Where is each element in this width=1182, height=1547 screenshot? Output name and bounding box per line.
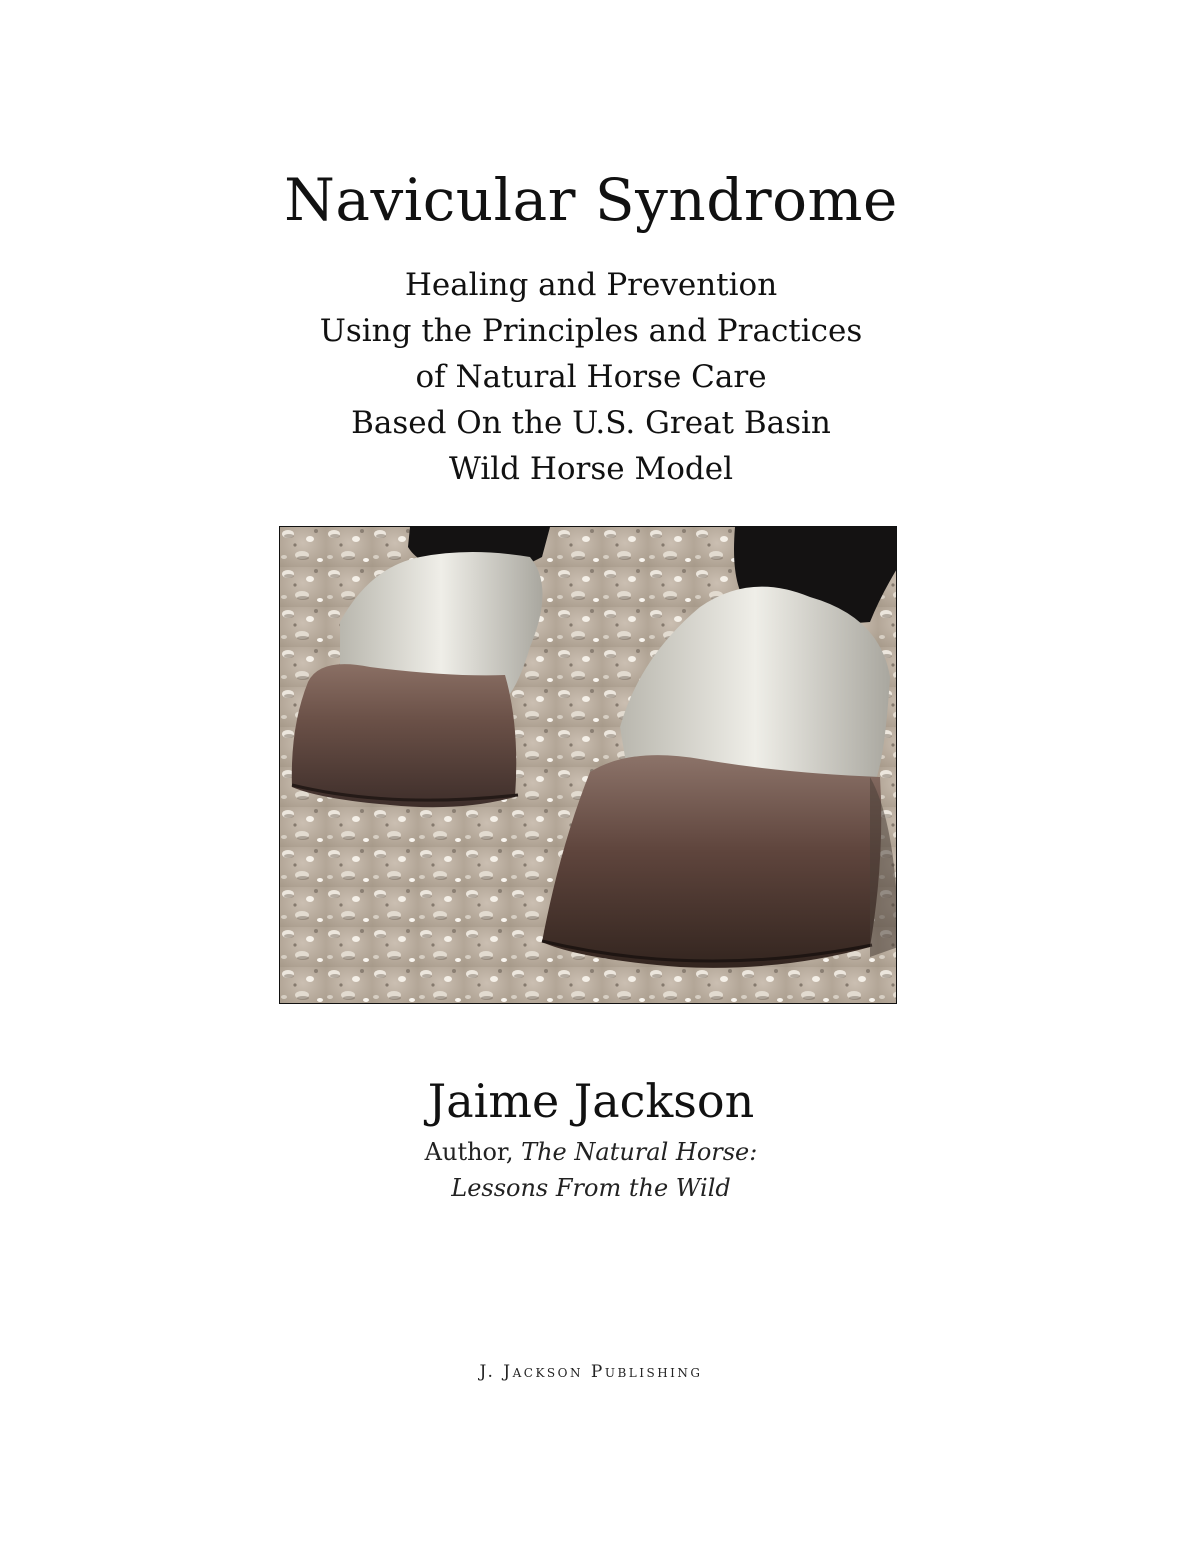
author-name: Jaime Jackson [427, 1074, 755, 1128]
publisher-name: J. Jackson Publishing [479, 1362, 703, 1382]
subtitle-line: Healing and Prevention [404, 267, 778, 303]
cover-photo-horse-hooves [279, 526, 897, 1004]
subtitle-line: of Natural Horse Care [415, 359, 767, 395]
subtitle-line: Based On the U.S. Great Basin [351, 405, 831, 441]
credit-book-title-line2: Lessons From the Wild [451, 1174, 731, 1202]
credit-prefix: Author, [424, 1138, 522, 1166]
subtitle-line: Wild Horse Model [449, 451, 733, 487]
book-title: Navicular Syndrome [284, 166, 898, 234]
subtitle-line: Using the Principles and Practices [319, 313, 863, 349]
book-subtitle [0, 262, 1182, 492]
author-credit [0, 1134, 1182, 1206]
credit-book-title-line1: The Natural Horse: [521, 1138, 758, 1166]
